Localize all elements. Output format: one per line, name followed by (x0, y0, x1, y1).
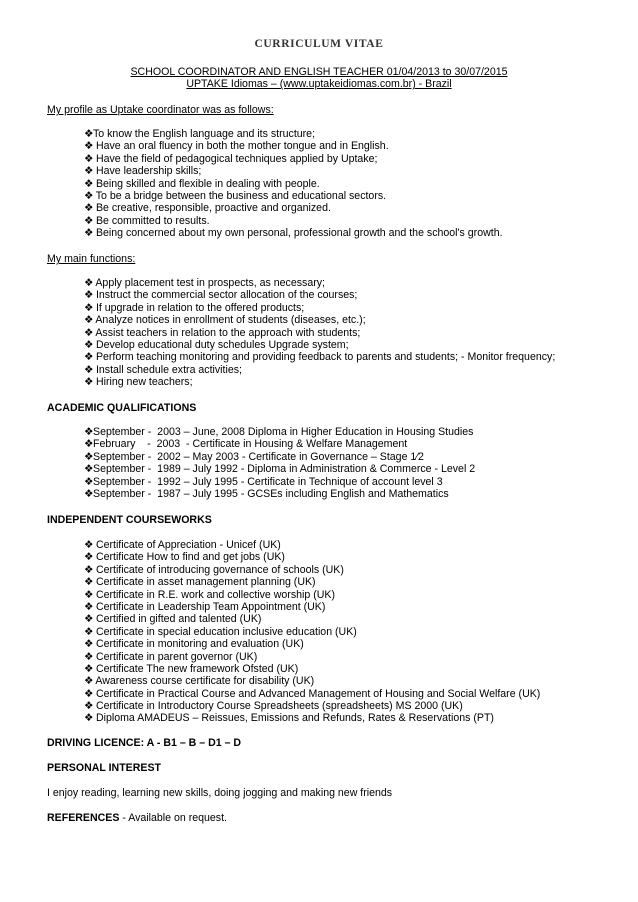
profile-item-text: To know the English language and its structure; (93, 128, 316, 140)
academic-item-text: September - 2002 – May 2003 - Certificate in Governance – Stage 1⁄2 (93, 450, 424, 463)
coursework-item (84, 551, 624, 563)
coursework-item (84, 589, 624, 601)
academic-item-text: September - 1989 – July 1992 - Diploma in Administration & Commerce - Level 2 (93, 463, 476, 476)
coursework-item-text: Diploma AMADEUS – Reissues, Emissions and Refunds, Rates & Reservations (PT) (93, 712, 494, 725)
profile-item-text: Being skilled and flexible in dealing with people. (93, 177, 320, 190)
academic-item-text: September - 2003 – June, 2008 Diploma in Higher Education in Housing Studies (93, 426, 474, 438)
bullet-icon: ❖ (84, 426, 94, 438)
bullet-icon: ❖ (84, 662, 94, 675)
function-item (84, 314, 624, 326)
coursework-item-text: Awareness course certificate for disability (UK) (93, 675, 315, 688)
bullet-icon: ❖ (84, 165, 94, 178)
coursework-item (84, 675, 624, 687)
bullet-icon: ❖ (84, 687, 94, 700)
bullet-icon: ❖ (84, 227, 94, 240)
profile-item-text: Have leadership skills; (93, 165, 202, 178)
driving-licence: DRIVING LICENCE: A - B1 – B – D1 – D (47, 737, 242, 749)
profile-item-text: Be committed to results. (93, 214, 210, 227)
bullet-icon: ❖ (84, 551, 94, 564)
references-text: - Available on request. (119, 812, 227, 824)
bullet-icon: ❖ (84, 650, 94, 663)
academic-item (84, 451, 624, 463)
bullet-icon: ❖ (84, 314, 94, 327)
function-item (84, 289, 624, 301)
function-item-text: Assist teachers in relation to the approach with students; (93, 326, 361, 339)
profile-item-text: Be creative, responsible, proactive and organized. (93, 202, 331, 215)
bullet-icon: ❖ (84, 277, 94, 289)
profile-item (84, 202, 624, 214)
function-item (84, 339, 624, 351)
functions-heading: My main functions: (47, 253, 136, 265)
job-header (0, 66, 638, 91)
bullet-icon: ❖ (84, 675, 94, 688)
profile-item (84, 190, 624, 202)
function-item-text: Instruct the commercial sector allocation of the courses; (93, 289, 358, 302)
courseworks-list (84, 539, 624, 725)
bullet-icon: ❖ (84, 588, 94, 601)
coursework-item (84, 601, 624, 613)
bullet-icon: ❖ (84, 563, 94, 576)
bullet-icon: ❖ (84, 214, 94, 227)
academic-item (84, 488, 624, 500)
courseworks-heading: INDEPENDENT COURSEWORKS (47, 514, 212, 526)
coursework-item-text: Certificate in special education inclusive education (UK) (93, 625, 357, 638)
profile-item (84, 178, 624, 190)
coursework-item (84, 712, 624, 724)
profile-item-text: Have the field of pedagogical techniques applied by Uptake; (93, 152, 378, 165)
profile-item (84, 128, 624, 140)
bullet-icon: ❖ (84, 363, 94, 376)
coursework-item-text: Certificate of Appreciation - Unicef (UK) (93, 539, 281, 551)
profile-item-text: To be a bridge between the business and educational sectors. (93, 189, 387, 202)
bullet-icon: ❖ (84, 463, 94, 476)
coursework-item-text: Certified in gifted and talented (UK) (93, 613, 262, 626)
profile-item (84, 227, 624, 239)
function-item-text: Install schedule extra activities; (93, 363, 242, 376)
function-item (84, 302, 624, 314)
function-item-text: Hiring new teachers; (93, 376, 193, 389)
bullet-icon: ❖ (84, 152, 94, 165)
bullet-icon: ❖ (84, 625, 94, 638)
academic-heading: ACADEMIC QUALIFICATIONS (47, 402, 197, 414)
profile-item (84, 215, 624, 227)
bullet-icon: ❖ (84, 450, 94, 463)
academic-item-text: September - 1987 – July 1995 - GCSEs including English and Mathematics (93, 487, 449, 500)
bullet-icon: ❖ (84, 487, 94, 500)
coursework-item (84, 626, 624, 638)
function-item-text: Develop educational duty schedules Upgrade system; (93, 338, 349, 351)
academic-item (84, 438, 624, 450)
interest-text: I enjoy reading, learning new skills, doing jogging and making new friends (47, 787, 393, 799)
coursework-item (84, 651, 624, 663)
bullet-icon: ❖ (84, 638, 94, 651)
function-item-text: Perform teaching monitoring and providing feedback to parents and students; - Monitor frequency; (93, 351, 556, 364)
document-title: CURRICULUM VITAE (254, 38, 384, 50)
coursework-item-text: Certificate in Leadership Team Appointment (UK) (93, 600, 326, 613)
references-label: REFERENCES (47, 812, 120, 824)
profile-item (84, 153, 624, 165)
bullet-icon: ❖ (84, 189, 94, 202)
coursework-item-text: Certificate How to find and get jobs (UK) (93, 551, 285, 564)
function-item (84, 277, 624, 289)
coursework-item (84, 663, 624, 675)
profile-item-text: Being concerned about my own personal, professional growth and the school's growth. (93, 227, 503, 240)
bullet-icon: ❖ (84, 475, 94, 488)
bullet-icon: ❖ (84, 700, 94, 713)
coursework-item-text: Certificate in Introductory Course Spreadsheets (spreadsheets) MS 2000 (UK) (93, 700, 463, 713)
bullet-icon: ❖ (84, 539, 94, 551)
bullet-icon: ❖ (84, 613, 94, 626)
academic-item (84, 426, 624, 438)
bullet-icon: ❖ (84, 576, 94, 589)
function-item (84, 376, 624, 388)
function-item (84, 327, 624, 339)
coursework-item-text: Certificate of introducing governance of schools (UK) (93, 563, 344, 576)
coursework-item (84, 539, 624, 551)
bullet-icon: ❖ (84, 600, 94, 613)
coursework-item (84, 613, 624, 625)
academic-item-text: February - 2003 - Certificate in Housing & Welfare Management (93, 438, 408, 451)
coursework-item-text: Certificate in Practical Course and Advanced Management of Housing and Social Welfare (UK) (93, 687, 541, 700)
coursework-item (84, 700, 624, 712)
bullet-icon: ❖ (84, 202, 94, 215)
bullet-icon: ❖ (84, 438, 94, 451)
coursework-item (84, 688, 624, 700)
bullet-icon: ❖ (84, 177, 94, 190)
coursework-item-text: Certificate in R.E. work and collective worship (UK) (93, 588, 335, 601)
coursework-item (84, 564, 624, 576)
academic-list (84, 426, 624, 500)
academic-item-text: September - 1992 – July 1995 - Certificate in Technique of account level 3 (93, 475, 443, 488)
profile-item-text: Have an oral fluency in both the mother tongue and in English. (93, 140, 389, 153)
function-item-text: Apply placement test in prospects, as necessary; (93, 277, 326, 289)
job-title-line: SCHOOL COORDINATOR AND ENGLISH TEACHER 01/04/2013 to 30/07/2015 (130, 66, 508, 78)
bullet-icon: ❖ (84, 338, 94, 351)
coursework-item-text: Certificate in monitoring and evaluation (UK) (93, 638, 304, 651)
function-item (84, 364, 624, 376)
bullet-icon: ❖ (84, 351, 94, 364)
coursework-item (84, 638, 624, 650)
profile-item (84, 140, 624, 152)
function-item (84, 351, 624, 363)
bullet-icon: ❖ (84, 289, 94, 302)
function-item-text: Analyze notices in enrollment of students (diseases, etc.); (93, 314, 366, 327)
bullet-icon: ❖ (84, 376, 94, 389)
coursework-item-text: Certificate in parent governor (UK) (93, 650, 258, 663)
bullet-icon: ❖ (84, 712, 94, 725)
bullet-icon: ❖ (84, 128, 94, 140)
profile-list (84, 128, 624, 240)
bullet-icon: ❖ (84, 140, 94, 153)
interest-heading: PERSONAL INTEREST (47, 762, 161, 774)
profile-heading: My profile as Uptake coordinator was as follows: (47, 104, 274, 116)
references-line (47, 812, 607, 824)
job-employer-line: UPTAKE Idiomas – (www.uptakeidiomas.com.br) - Brazil (186, 78, 452, 91)
coursework-item-text: Certificate in asset management planning (UK) (93, 576, 316, 589)
bullet-icon: ❖ (84, 326, 94, 339)
functions-list (84, 277, 624, 389)
academic-item (84, 476, 624, 488)
coursework-item (84, 576, 624, 588)
academic-item (84, 463, 624, 475)
profile-item (84, 165, 624, 177)
bullet-icon: ❖ (84, 301, 94, 314)
function-item-text: If upgrade in relation to the offered products; (93, 301, 305, 314)
coursework-item-text: Certificate The new framework Ofsted (UK) (93, 662, 299, 675)
